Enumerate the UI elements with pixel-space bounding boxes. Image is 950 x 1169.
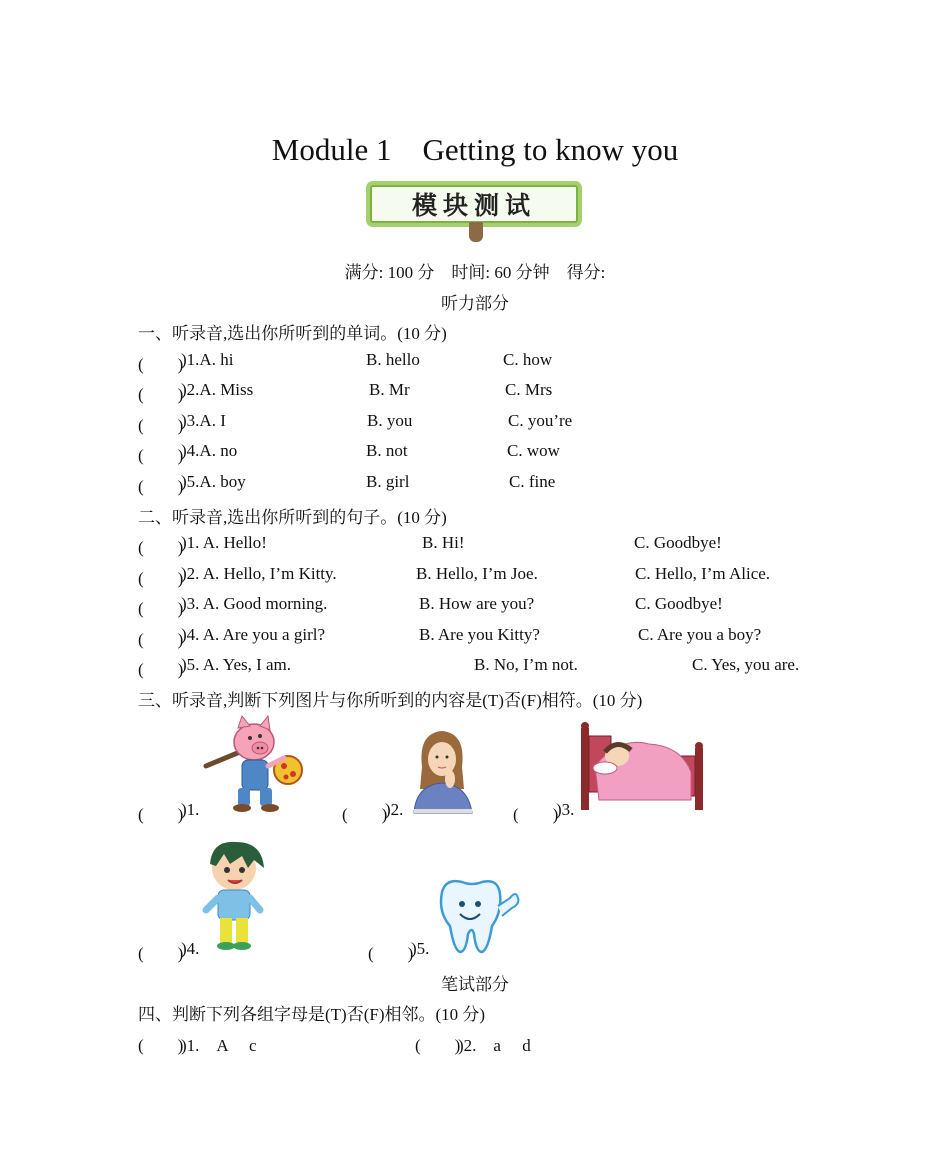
question-option-b: B. hello (366, 350, 420, 369)
answer-blank[interactable]: ( ) (138, 538, 184, 557)
section1-heading: 一、听录音,选出你所听到的单词。(10 分) (138, 324, 447, 343)
banner-stem-icon (469, 222, 483, 242)
question-option-c: C. Goodbye! (635, 594, 723, 613)
page-title: Module 1 Getting to know you (271, 132, 679, 167)
question-option-b: B. girl (366, 472, 410, 491)
question-option-b: B. Mr (369, 380, 410, 399)
question-option-a: )5.A. boy (181, 472, 246, 491)
question-option-a: )3. A. Good morning. (181, 594, 328, 613)
picture-item-label: )1. (181, 800, 200, 819)
question-option-c: C. Yes, you are. (692, 655, 800, 674)
answer-blank[interactable]: ( ) (415, 1036, 461, 1055)
question-option-b: B. you (367, 411, 413, 430)
question-option-a: )2. A. Hello, I’m Kitty. (181, 564, 337, 583)
question-option-c: C. fine (509, 472, 556, 491)
answer-blank[interactable]: ( ) (138, 660, 184, 679)
listening-heading: 听力部分 (441, 294, 509, 313)
question-option-c: C. you’re (508, 411, 573, 430)
answer-blank[interactable]: ( ) (138, 1036, 184, 1055)
banner-label: 模块测试 (370, 185, 578, 223)
answer-blank[interactable]: ( ) (138, 385, 184, 404)
sleeping-girl-picture (579, 722, 707, 816)
answer-blank[interactable]: ( ) (368, 944, 414, 963)
answer-blank[interactable]: ( ) (138, 446, 184, 465)
section2-heading: 二、听录音,选出你所听到的句子。(10 分) (138, 508, 447, 527)
question-option-b: B. Hello, I’m Joe. (416, 564, 538, 583)
question-option-b: B. not (366, 441, 408, 460)
question-option-c: C. how (503, 350, 553, 369)
question-option-a: )1.A. hi (181, 350, 234, 369)
question-option-b: B. Are you Kitty? (419, 625, 540, 644)
letter-pair-item: )1. A c (181, 1036, 257, 1055)
question-option-b: B. Hi! (422, 533, 465, 552)
pig-picture (202, 714, 308, 814)
answer-blank[interactable]: ( ) (138, 944, 184, 963)
answer-blank[interactable]: ( ) (138, 569, 184, 588)
question-option-c: C. Are you a boy? (638, 625, 762, 644)
letter-pair-item: )2. a d (458, 1036, 531, 1055)
question-option-c: C. Mrs (505, 380, 553, 399)
answer-blank[interactable]: ( ) (342, 805, 388, 824)
answer-blank[interactable]: ( ) (138, 599, 184, 618)
question-option-a: )4.A. no (181, 441, 238, 460)
section3-heading: 三、听录音,判断下列图片与你所听到的内容是(T)否(F)相符。(10 分) (138, 691, 643, 710)
question-option-a: )3.A. I (181, 411, 226, 430)
question-option-a: )1. A. Hello! (181, 533, 267, 552)
score-line: 满分: 100 分 时间: 60 分钟 得分: (344, 263, 606, 282)
boy-picture (202, 838, 268, 954)
question-option-c: C. Goodbye! (634, 533, 722, 552)
answer-blank[interactable]: ( ) (138, 805, 184, 824)
question-option-a: )4. A. Are you a girl? (181, 625, 325, 644)
picture-item-label: )5. (411, 939, 430, 958)
tooth-picture (432, 876, 524, 956)
question-option-a: )5. A. Yes, I am. (181, 655, 292, 674)
answer-blank[interactable]: ( ) (138, 416, 184, 435)
section4-heading: 四、判断下列各组字母是(T)否(F)相邻。(10 分) (138, 1005, 486, 1024)
answer-blank[interactable]: ( ) (513, 805, 559, 824)
picture-item-label: )3. (556, 800, 575, 819)
writing-heading: 笔试部分 (441, 975, 509, 994)
picture-item-label: )4. (181, 939, 200, 958)
module-test-banner (362, 179, 586, 225)
answer-blank[interactable]: ( ) (138, 355, 184, 374)
answer-blank[interactable]: ( ) (138, 630, 184, 649)
picture-item-label: )2. (385, 800, 404, 819)
question-option-c: C. wow (507, 441, 560, 460)
question-option-b: B. No, I’m not. (474, 655, 578, 674)
answer-blank[interactable]: ( ) (138, 477, 184, 496)
question-option-b: B. How are you? (419, 594, 535, 613)
question-option-a: )2.A. Miss (181, 380, 254, 399)
question-option-c: C. Hello, I’m Alice. (635, 564, 771, 583)
girl-picture (406, 727, 478, 815)
